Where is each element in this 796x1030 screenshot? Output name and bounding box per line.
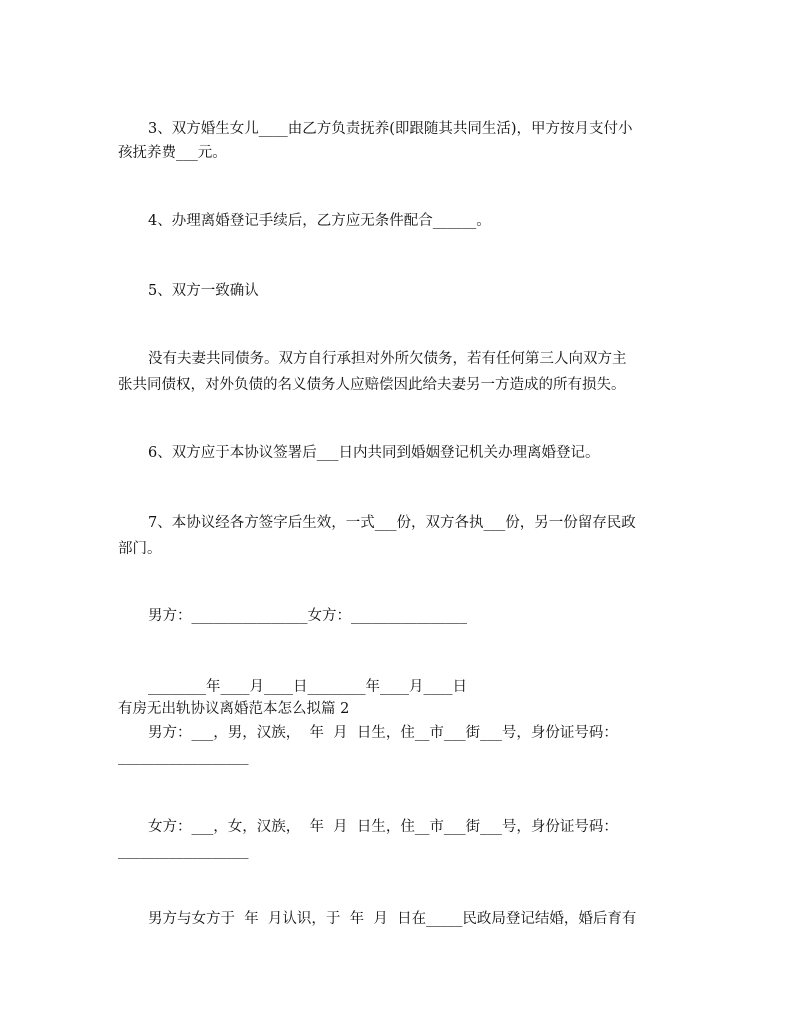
- clause-5: 5、双方一致确认: [148, 283, 259, 299]
- clause-4: 4、办理离婚登记手续后，乙方应无条件配合______。: [148, 213, 491, 229]
- clause-3-line-1: 3、双方婚生女儿____由乙方负责抚养(即跟随其共同生活)，甲方按月支付小: [148, 121, 633, 137]
- clause-7-line-1: 7、本协议经各方签字后生效，一式___份，双方各执___份，另一份留存民政: [148, 515, 636, 531]
- woman-info-line-2: __________________: [118, 843, 249, 859]
- section-heading: 有房无出轨协议离婚范本怎么拟篇 2: [118, 701, 350, 717]
- clause-7-line-2: 部门。: [118, 541, 162, 557]
- clause-3-line-2: 孩抚养费___元。: [118, 145, 227, 161]
- debt-paragraph-line-2: 张共同债权，对外负债的名义债务人应赔偿因此给夫妻另一方造成的所有损失。: [118, 377, 626, 393]
- woman-info-line-1: 女方：___，女，汉族， 年 月 日生，住__市___街___号，身份证号码：: [148, 819, 618, 835]
- marriage-info-line-1: 男方与女方于 年 月认识，于 年 月 日在_____民政局登记结婚，婚后育有: [148, 911, 637, 927]
- clause-6: 6、双方应于本协议签署后___日内共同到婚姻登记机关办理离婚登记。: [148, 445, 600, 461]
- date-line: ________年____月____日________年____月____日: [148, 679, 467, 695]
- debt-paragraph-line-1: 没有夫妻共同债务。双方自行承担对外所欠债务，若有任何第三人向双方主: [148, 351, 627, 367]
- signature-line: 男方：________________女方：________________: [148, 608, 467, 624]
- man-info-line-2: __________________: [118, 749, 249, 765]
- man-info-line-1: 男方：___，男，汉族， 年 月 日生，住__市___街___号，身份证号码：: [148, 725, 618, 741]
